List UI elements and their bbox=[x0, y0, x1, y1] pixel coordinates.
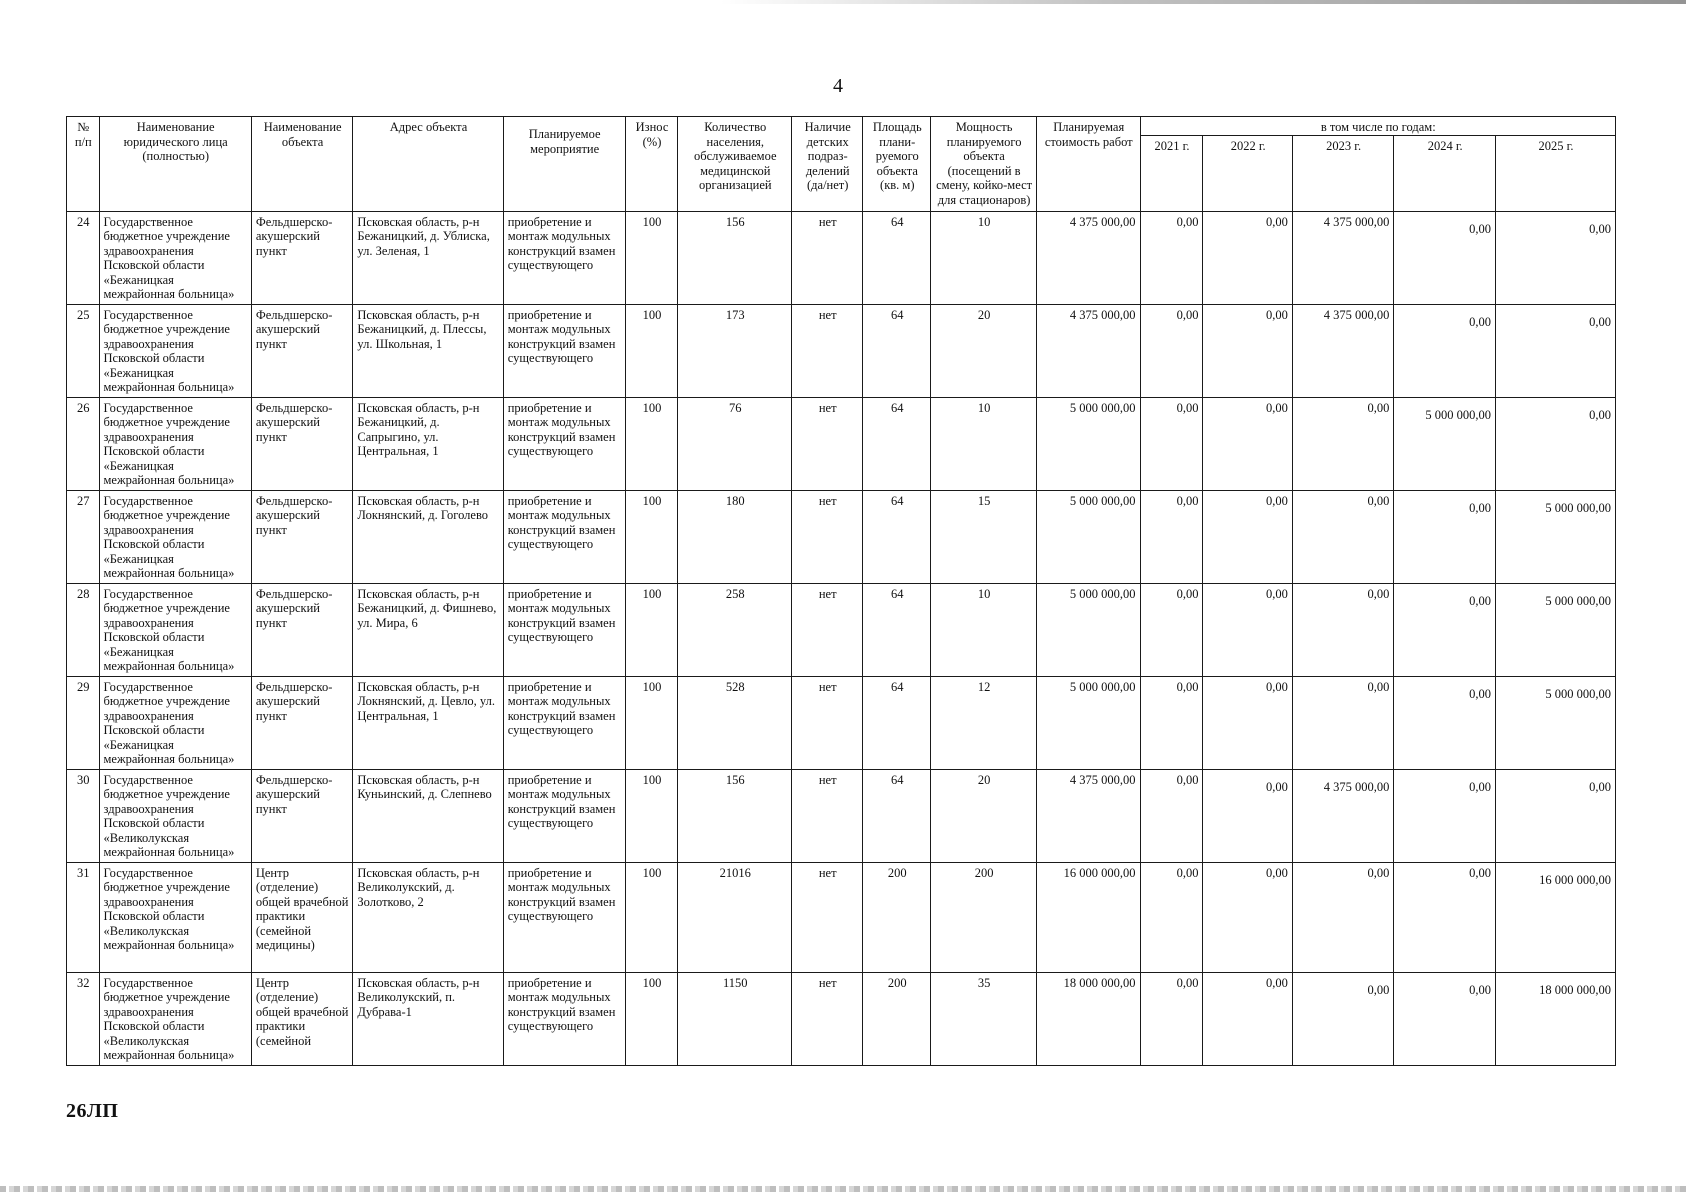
row-children: нет bbox=[792, 862, 863, 972]
row-address: Псковская область, р-н Бежаницкий, д. Сапрыгино, ул. Центральная, 1 bbox=[353, 397, 503, 490]
row-address: Псковская область, р-н Великолукский, п. Дубрава-1 bbox=[353, 972, 503, 1065]
row-2024: 0,00 bbox=[1394, 862, 1496, 972]
row-address: Псковская область, р-н Бежаницкий, д. Фишнево, ул. Мира, 6 bbox=[353, 583, 503, 676]
row-2023: 0,00 bbox=[1292, 676, 1394, 769]
row-children: нет bbox=[792, 304, 863, 397]
row-measure: приобретение и монтаж модульных конструкций взамен существующего bbox=[503, 769, 625, 862]
row-2023: 0,00 bbox=[1292, 583, 1394, 676]
row-wear: 100 bbox=[625, 304, 678, 397]
row-entity: Государственное бюджетное учреждение здравоохранения Псковской области «Бежаницкая межрайонная больница» bbox=[99, 211, 251, 304]
row-population: 173 bbox=[678, 304, 792, 397]
row-2025: 16 000 000,00 bbox=[1495, 862, 1615, 972]
row-2025: 0,00 bbox=[1495, 769, 1615, 862]
row-2025: 18 000 000,00 bbox=[1495, 972, 1615, 1065]
header-children: Наличие детских подраз-делений (да/нет) bbox=[792, 117, 863, 212]
row-address: Псковская область, р-н Великолукский, д. Золотково, 2 bbox=[353, 862, 503, 972]
row-num: 26 bbox=[67, 397, 100, 490]
row-children: нет bbox=[792, 397, 863, 490]
row-num: 30 bbox=[67, 769, 100, 862]
scan-edge-bottom bbox=[0, 1186, 1686, 1192]
row-population: 76 bbox=[678, 397, 792, 490]
row-num: 24 bbox=[67, 211, 100, 304]
header-wear: Износ (%) bbox=[625, 117, 678, 212]
row-2024: 0,00 bbox=[1394, 972, 1496, 1065]
row-address: Псковская область, р-н Куньинский, д. Слепнево bbox=[353, 769, 503, 862]
row-measure: приобретение и монтаж модульных конструкций взамен существующего bbox=[503, 211, 625, 304]
row-children: нет bbox=[792, 211, 863, 304]
row-area: 64 bbox=[863, 676, 931, 769]
row-wear: 100 bbox=[625, 490, 678, 583]
row-cost: 18 000 000,00 bbox=[1036, 972, 1140, 1065]
row-measure: приобретение и монтаж модульных конструкций взамен существующего bbox=[503, 972, 625, 1065]
row-capacity: 200 bbox=[931, 862, 1037, 972]
row-2025: 5 000 000,00 bbox=[1495, 490, 1615, 583]
row-cost: 5 000 000,00 bbox=[1036, 490, 1140, 583]
row-children: нет bbox=[792, 490, 863, 583]
row-entity: Государственное бюджетное учреждение здравоохранения Псковской области «Великолукская межрайонная больница» bbox=[99, 769, 251, 862]
row-2025: 0,00 bbox=[1495, 397, 1615, 490]
row-2023: 0,00 bbox=[1292, 972, 1394, 1065]
row-wear: 100 bbox=[625, 583, 678, 676]
row-2022: 0,00 bbox=[1203, 397, 1292, 490]
row-num: 32 bbox=[67, 972, 100, 1065]
row-object: Центр (отделение) общей врачебной практики (семейной bbox=[251, 972, 353, 1065]
row-2024: 0,00 bbox=[1394, 304, 1496, 397]
row-children: нет bbox=[792, 583, 863, 676]
row-measure: приобретение и монтаж модульных конструкций взамен существующего bbox=[503, 583, 625, 676]
row-address: Псковская область, р-н Локнянский, д. Цевло, ул. Центральная, 1 bbox=[353, 676, 503, 769]
row-cost: 5 000 000,00 bbox=[1036, 397, 1140, 490]
row-children: нет bbox=[792, 769, 863, 862]
row-entity: Государственное бюджетное учреждение здравоохранения Псковской области «Бежаницкая межрайонная больница» bbox=[99, 676, 251, 769]
row-2021: 0,00 bbox=[1140, 972, 1203, 1065]
header-num: № п/п bbox=[67, 117, 100, 212]
row-object: Фельдшерско-акушерский пункт bbox=[251, 304, 353, 397]
row-2023: 4 375 000,00 bbox=[1292, 211, 1394, 304]
row-cost: 5 000 000,00 bbox=[1036, 676, 1140, 769]
row-object: Фельдшерско-акушерский пункт bbox=[251, 397, 353, 490]
row-cost: 4 375 000,00 bbox=[1036, 211, 1140, 304]
header-year-2025: 2025 г. bbox=[1495, 135, 1615, 211]
row-capacity: 12 bbox=[931, 676, 1037, 769]
row-area: 64 bbox=[863, 583, 931, 676]
row-2025: 5 000 000,00 bbox=[1495, 583, 1615, 676]
row-population: 21016 bbox=[678, 862, 792, 972]
row-2023: 0,00 bbox=[1292, 490, 1394, 583]
row-2021: 0,00 bbox=[1140, 397, 1203, 490]
row-address: Псковская область, р-н Бежаницкий, д. Ублиска, ул. Зеленая, 1 bbox=[353, 211, 503, 304]
row-object: Фельдшерско-акушерский пункт bbox=[251, 769, 353, 862]
row-2021: 0,00 bbox=[1140, 862, 1203, 972]
table-row bbox=[67, 862, 1616, 972]
row-2022: 0,00 bbox=[1203, 862, 1292, 972]
row-2021: 0,00 bbox=[1140, 211, 1203, 304]
row-population: 528 bbox=[678, 676, 792, 769]
row-area: 64 bbox=[863, 769, 931, 862]
row-cost: 5 000 000,00 bbox=[1036, 583, 1140, 676]
header-population: Количество населения, обслуживаемое медицинской организацией bbox=[678, 117, 792, 212]
header-legal-entity: Наименование юридического лица (полностью) bbox=[99, 117, 251, 212]
row-area: 200 bbox=[863, 862, 931, 972]
header-cost: Планируемая стоимость работ bbox=[1036, 117, 1140, 212]
row-wear: 100 bbox=[625, 397, 678, 490]
row-2025: 0,00 bbox=[1495, 211, 1615, 304]
row-wear: 100 bbox=[625, 769, 678, 862]
table-row bbox=[67, 490, 1616, 583]
row-cost: 4 375 000,00 bbox=[1036, 304, 1140, 397]
document-code: 26ЛП bbox=[66, 1100, 119, 1122]
header-address: Адрес объекта bbox=[353, 117, 503, 212]
row-measure: приобретение и монтаж модульных конструкций взамен существующего bbox=[503, 397, 625, 490]
row-2021: 0,00 bbox=[1140, 769, 1203, 862]
table-row bbox=[67, 583, 1616, 676]
row-wear: 100 bbox=[625, 676, 678, 769]
row-population: 156 bbox=[678, 211, 792, 304]
investment-table bbox=[66, 116, 1616, 1066]
page-number: 4 bbox=[833, 75, 843, 97]
row-2024: 0,00 bbox=[1394, 676, 1496, 769]
row-population: 180 bbox=[678, 490, 792, 583]
header-year-2022: 2022 г. bbox=[1203, 135, 1292, 211]
row-entity: Государственное бюджетное учреждение здравоохранения Псковской области «Великолукская межрайонная больница» bbox=[99, 972, 251, 1065]
header-area: Площадь плани-руемого объекта (кв. м) bbox=[863, 117, 931, 212]
row-measure: приобретение и монтаж модульных конструкций взамен существующего bbox=[503, 304, 625, 397]
table-row bbox=[67, 676, 1616, 769]
row-2023: 0,00 bbox=[1292, 862, 1394, 972]
row-2022: 0,00 bbox=[1203, 769, 1292, 862]
row-wear: 100 bbox=[625, 862, 678, 972]
row-population: 258 bbox=[678, 583, 792, 676]
header-year-2021: 2021 г. bbox=[1140, 135, 1203, 211]
header-object-name: Наименование объекта bbox=[251, 117, 353, 212]
row-capacity: 15 bbox=[931, 490, 1037, 583]
scan-edge-top bbox=[720, 0, 1686, 4]
row-2025: 0,00 bbox=[1495, 304, 1615, 397]
row-measure: приобретение и монтаж модульных конструкций взамен существующего bbox=[503, 490, 625, 583]
table-row bbox=[67, 397, 1616, 490]
row-2022: 0,00 bbox=[1203, 211, 1292, 304]
row-num: 31 bbox=[67, 862, 100, 972]
row-2021: 0,00 bbox=[1140, 676, 1203, 769]
row-object: Фельдшерско-акушерский пункт bbox=[251, 211, 353, 304]
header-year-2023: 2023 г. bbox=[1292, 135, 1394, 211]
row-2025: 5 000 000,00 bbox=[1495, 676, 1615, 769]
row-population: 1150 bbox=[678, 972, 792, 1065]
row-area: 64 bbox=[863, 490, 931, 583]
row-2024: 0,00 bbox=[1394, 211, 1496, 304]
row-entity: Государственное бюджетное учреждение здравоохранения Псковской области «Великолукская межрайонная больница» bbox=[99, 862, 251, 972]
row-area: 64 bbox=[863, 211, 931, 304]
row-area: 64 bbox=[863, 304, 931, 397]
row-entity: Государственное бюджетное учреждение здравоохранения Псковской области «Бежаницкая межрайонная больница» bbox=[99, 397, 251, 490]
row-num: 27 bbox=[67, 490, 100, 583]
row-2022: 0,00 bbox=[1203, 972, 1292, 1065]
row-2024: 0,00 bbox=[1394, 583, 1496, 676]
row-measure: приобретение и монтаж модульных конструкций взамен существующего bbox=[503, 862, 625, 972]
row-2021: 0,00 bbox=[1140, 490, 1203, 583]
row-object: Фельдшерско-акушерский пункт bbox=[251, 583, 353, 676]
row-capacity: 10 bbox=[931, 211, 1037, 304]
row-children: нет bbox=[792, 676, 863, 769]
table-row bbox=[67, 211, 1616, 304]
header-capacity: Мощность планируемого объекта (посещений в смену, койко-мест для стационаров) bbox=[931, 117, 1037, 212]
row-2024: 5 000 000,00 bbox=[1394, 397, 1496, 490]
row-address: Псковская область, р-н Бежаницкий, д. Плессы, ул. Школьная, 1 bbox=[353, 304, 503, 397]
row-address: Псковская область, р-н Локнянский, д. Гоголево bbox=[353, 490, 503, 583]
row-2022: 0,00 bbox=[1203, 304, 1292, 397]
row-num: 29 bbox=[67, 676, 100, 769]
row-capacity: 35 bbox=[931, 972, 1037, 1065]
row-2022: 0,00 bbox=[1203, 676, 1292, 769]
row-wear: 100 bbox=[625, 211, 678, 304]
row-cost: 4 375 000,00 bbox=[1036, 769, 1140, 862]
row-entity: Государственное бюджетное учреждение здравоохранения Псковской области «Бежаницкая межрайонная больница» bbox=[99, 583, 251, 676]
row-2022: 0,00 bbox=[1203, 583, 1292, 676]
row-capacity: 10 bbox=[931, 397, 1037, 490]
row-children: нет bbox=[792, 972, 863, 1065]
row-cost: 16 000 000,00 bbox=[1036, 862, 1140, 972]
row-2021: 0,00 bbox=[1140, 583, 1203, 676]
row-object: Фельдшерско-акушерский пункт bbox=[251, 676, 353, 769]
row-area: 64 bbox=[863, 397, 931, 490]
row-2023: 0,00 bbox=[1292, 397, 1394, 490]
table-row bbox=[67, 769, 1616, 862]
row-capacity: 20 bbox=[931, 304, 1037, 397]
header-year-2024: 2024 г. bbox=[1394, 135, 1496, 211]
row-area: 200 bbox=[863, 972, 931, 1065]
row-object: Центр (отделение) общей врачебной практики (семейной медицины) bbox=[251, 862, 353, 972]
row-entity: Государственное бюджетное учреждение здравоохранения Псковской области «Бежаницкая межрайонная больница» bbox=[99, 490, 251, 583]
row-entity: Государственное бюджетное учреждение здравоохранения Псковской области «Бежаницкая межрайонная больница» bbox=[99, 304, 251, 397]
row-2023: 4 375 000,00 bbox=[1292, 769, 1394, 862]
row-2023: 4 375 000,00 bbox=[1292, 304, 1394, 397]
header-measure: Планируемое мероприятие bbox=[503, 117, 625, 212]
row-population: 156 bbox=[678, 769, 792, 862]
row-2022: 0,00 bbox=[1203, 490, 1292, 583]
row-measure: приобретение и монтаж модульных конструкций взамен существующего bbox=[503, 676, 625, 769]
row-object: Фельдшерско-акушерский пункт bbox=[251, 490, 353, 583]
row-num: 25 bbox=[67, 304, 100, 397]
table-row bbox=[67, 972, 1616, 1065]
row-num: 28 bbox=[67, 583, 100, 676]
row-2024: 0,00 bbox=[1394, 490, 1496, 583]
row-capacity: 10 bbox=[931, 583, 1037, 676]
row-2021: 0,00 bbox=[1140, 304, 1203, 397]
table-row bbox=[67, 304, 1616, 397]
header-by-years: в том числе по годам: bbox=[1140, 117, 1615, 136]
row-capacity: 20 bbox=[931, 769, 1037, 862]
row-2024: 0,00 bbox=[1394, 769, 1496, 862]
row-wear: 100 bbox=[625, 972, 678, 1065]
